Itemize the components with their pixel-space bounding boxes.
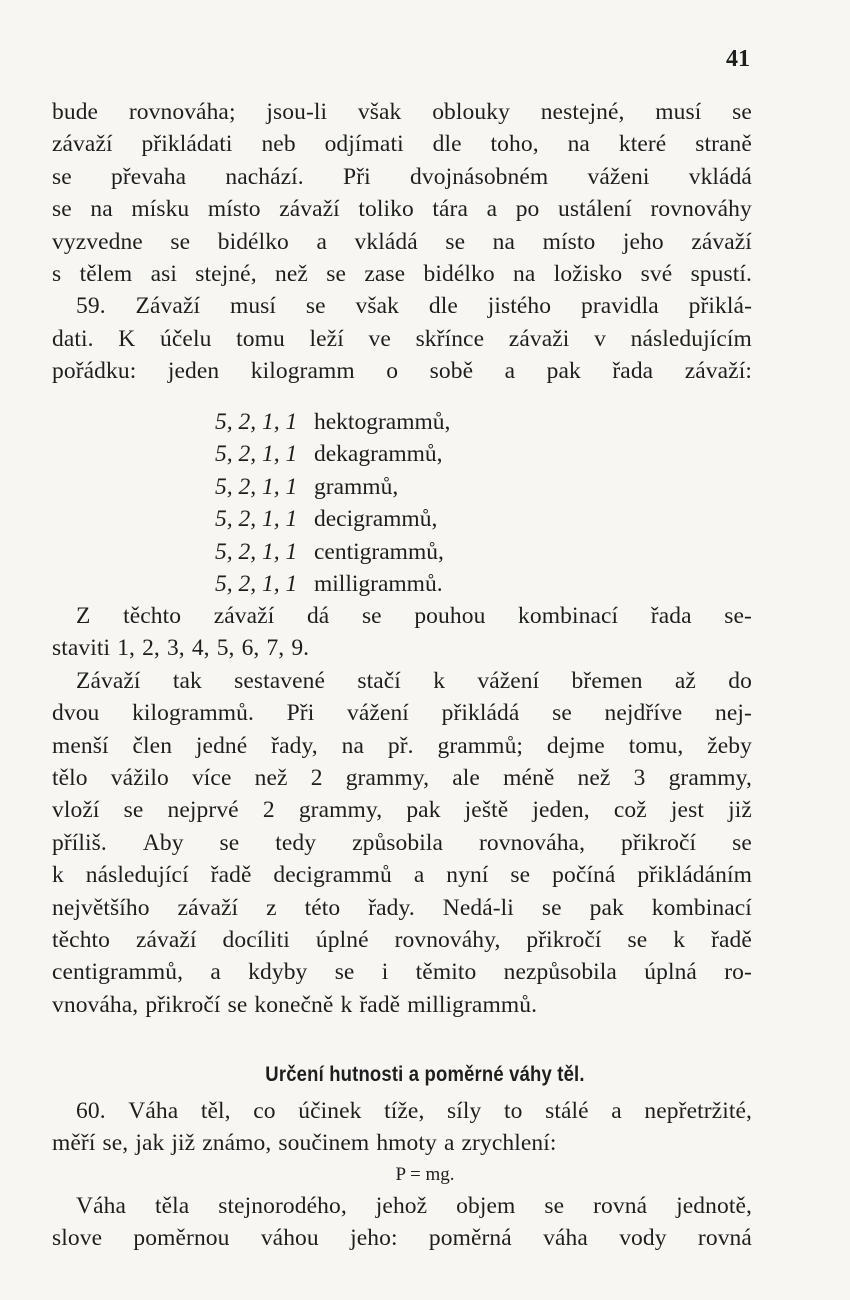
weight-unit: centigrammů, xyxy=(314,538,444,565)
text-line: k následující řadě decigrammů a nyní se počíná přikládáním xyxy=(52,862,752,889)
text-line: dati. K účelu tomu leží ve skřínce závaži v následujícím xyxy=(52,325,752,352)
text-line: Závaží tak sestavené stačí k vážení břemen až do xyxy=(76,667,752,694)
weight-values: 5, 2, 1, 1 xyxy=(215,538,298,565)
weight-unit: grammů, xyxy=(314,473,399,500)
weights-list-row xyxy=(215,471,450,503)
weight-values: 5, 2, 1, 1 xyxy=(215,441,298,468)
weight-unit: dekagrammů, xyxy=(314,441,443,468)
text-line: pořádku: jeden kilogramm o sobě a pak řada závaží: xyxy=(52,358,752,385)
text-line: příliš. Aby se tedy způsobila rovnováha, přikročí se xyxy=(52,829,752,856)
page-number: 41 xyxy=(726,46,750,72)
text-line: Váha těla stejnorodého, jehož objem se rovná jednotě, xyxy=(76,1193,752,1219)
text-line: největšího závaží z této řady. Nedá-li se pak kombinací xyxy=(52,894,752,921)
weights-list-row xyxy=(215,503,450,535)
weight-values: 5, 2, 1, 1 xyxy=(215,570,298,597)
paragraph-continuation xyxy=(52,96,752,388)
text-line: závaží přikládati neb odjímati dle toho, na které straně xyxy=(52,131,752,158)
text-line: 59. Závaží musí se však dle jistého pravidla přiklá- xyxy=(76,293,752,320)
section-heading: Určení hutnosti a poměrné váhy těl. xyxy=(265,1063,585,1086)
paragraph-combinations xyxy=(52,600,752,1021)
text-line: vloží se nejprvé 2 grammy, pak ještě jeden, což jest již xyxy=(52,797,752,824)
weights-list-row xyxy=(215,406,450,438)
weight-unit: decigrammů, xyxy=(314,506,438,533)
text-line: slove poměrnou váhou jeho: poměrná váha vody rovná xyxy=(52,1225,752,1252)
weight-values: 5, 2, 1, 1 xyxy=(215,506,298,533)
weights-list-row xyxy=(215,438,450,470)
text-line: Z těchto závaží dá se pouhou kombinací řada se- xyxy=(76,603,752,629)
text-line: staviti 1, 2, 3, 4, 5, 6, 7, 9. xyxy=(52,635,310,662)
text-line: dvou kilogrammů. Při vážení přikládá se nejdříve nej- xyxy=(52,700,752,727)
formula: P = mg. xyxy=(395,1164,455,1185)
weight-values: 5, 2, 1, 1 xyxy=(215,473,298,500)
weight-values: 5, 2, 1, 1 xyxy=(215,409,298,435)
text-line: 60. Váha těl, co účinek tíže, síly to stálé a nepřetržité, xyxy=(76,1098,752,1124)
weights-list-row xyxy=(215,536,450,568)
weight-unit: hektogrammů, xyxy=(314,409,451,435)
text-line: centigrammů, a kdyby se i těmito nezpůsobila úplná ro- xyxy=(52,959,752,986)
text-line: s tělem asi stejné, než se zase bidélko na ložisko své spustí. xyxy=(52,260,752,287)
weights-list-row xyxy=(215,568,450,600)
weights-list xyxy=(215,406,450,600)
text-line: menší člen jedné řady, na př. grammů; dejme tomu, žeby xyxy=(52,732,752,759)
paragraph-60 xyxy=(52,1095,752,1160)
text-line: tělo vážilo více než 2 grammy, ale méně než 3 grammy, xyxy=(52,764,752,791)
paragraph-specific-weight xyxy=(52,1190,752,1255)
text-line: vnováha, přikročí se konečně k řadě milligrammů. xyxy=(52,991,538,1018)
text-line: se převaha nachází. Při dvojnásobném váženi vkládá xyxy=(52,163,752,190)
text-line: se na mísku místo závaží toliko tára a po ustálení rovnováhy xyxy=(52,196,752,223)
text-line: bude rovnováha; jsou-li však oblouky nestejné, musí se xyxy=(52,99,752,125)
text-line: vyzvedne se bidélko a vkládá se na místo jeho závaží xyxy=(52,228,752,255)
text-line: těchto závaží docíliti úplné rovnováhy, přikročí se k řadě xyxy=(52,926,752,953)
text-line: měří se, jak již známo, součinem hmoty a zrychlení: xyxy=(52,1130,557,1157)
weight-unit: milligrammů. xyxy=(314,570,443,597)
